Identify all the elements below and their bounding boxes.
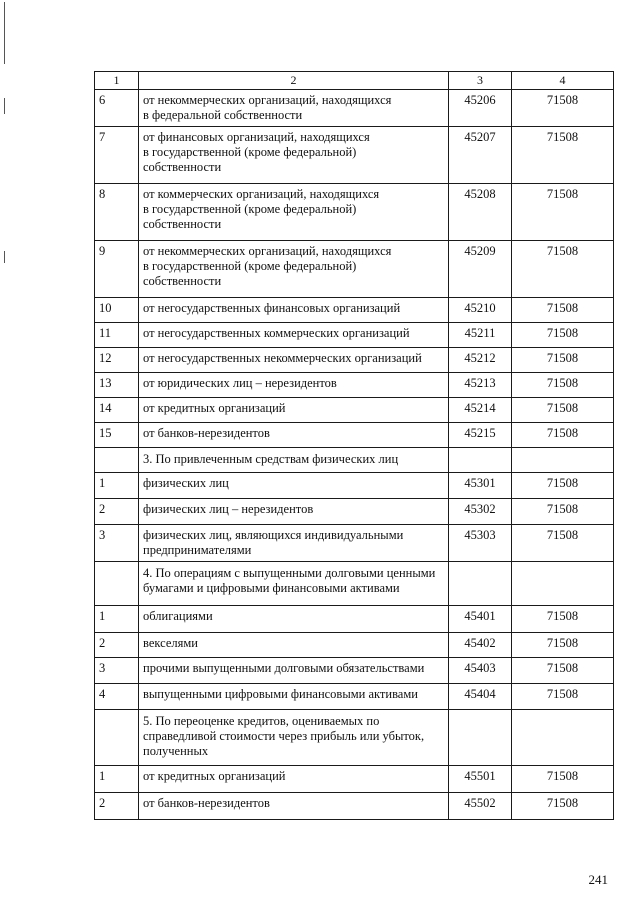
table-row — [95, 766, 614, 793]
row-number: 15 — [95, 423, 139, 448]
row-name: от финансовых организаций, находящихся в государственной (кроме федеральной) собственности — [139, 127, 449, 184]
table-row — [95, 241, 614, 298]
row-number: 12 — [95, 348, 139, 373]
row-number: 3 — [95, 525, 139, 562]
row-name: от кредитных организаций — [139, 398, 449, 423]
row-name: физических лиц — [139, 473, 449, 499]
row-code — [449, 562, 512, 606]
row-code: 45207 — [449, 127, 512, 184]
row-code: 45209 — [449, 241, 512, 298]
row-number: 2 — [95, 499, 139, 525]
row-code — [449, 448, 512, 473]
row-name: физических лиц, являющихся индивидуальными предпринимателями — [139, 525, 449, 562]
row-account: 71508 — [512, 373, 614, 398]
table-row — [95, 184, 614, 241]
row-name: от некоммерческих организаций, находящихся в федеральной собственности — [139, 90, 449, 127]
row-name: облигациями — [139, 606, 449, 633]
table-row — [95, 473, 614, 499]
row-account: 71508 — [512, 184, 614, 241]
row-code: 45211 — [449, 323, 512, 348]
table-row — [95, 298, 614, 323]
row-account: 71508 — [512, 525, 614, 562]
row-account: 71508 — [512, 658, 614, 684]
row-account — [512, 448, 614, 473]
scan-mark — [4, 2, 5, 64]
row-number: 1 — [95, 766, 139, 793]
row-account: 71508 — [512, 606, 614, 633]
scan-mark — [4, 251, 5, 263]
row-code: 45208 — [449, 184, 512, 241]
row-code: 45303 — [449, 525, 512, 562]
row-code: 45206 — [449, 90, 512, 127]
column-header-4: 4 — [512, 72, 614, 90]
table-row — [95, 606, 614, 633]
row-name: от негосударственных финансовых организаций — [139, 298, 449, 323]
table-row — [95, 633, 614, 658]
row-number: 7 — [95, 127, 139, 184]
table-row — [95, 373, 614, 398]
section-heading-row — [95, 448, 614, 473]
row-number: 8 — [95, 184, 139, 241]
row-name: от банков-нерезидентов — [139, 423, 449, 448]
table-row — [95, 90, 614, 127]
row-code: 45502 — [449, 793, 512, 820]
row-number: 6 — [95, 90, 139, 127]
table-row — [95, 658, 614, 684]
row-account: 71508 — [512, 241, 614, 298]
row-code: 45401 — [449, 606, 512, 633]
row-account: 71508 — [512, 348, 614, 373]
row-account: 71508 — [512, 499, 614, 525]
row-name: выпущенными цифровыми финансовыми активами — [139, 684, 449, 710]
row-account: 71508 — [512, 298, 614, 323]
scan-mark — [4, 98, 5, 114]
page-number: 241 — [588, 872, 608, 887]
row-name: от юридических лиц – нерезидентов — [139, 373, 449, 398]
row-code: 45212 — [449, 348, 512, 373]
row-code: 45402 — [449, 633, 512, 658]
column-header-3: 3 — [449, 72, 512, 90]
table-row — [95, 423, 614, 448]
row-code: 45215 — [449, 423, 512, 448]
row-account — [512, 562, 614, 606]
row-account: 71508 — [512, 398, 614, 423]
row-number — [95, 448, 139, 473]
row-code: 45404 — [449, 684, 512, 710]
row-number: 1 — [95, 606, 139, 633]
row-account: 71508 — [512, 684, 614, 710]
row-account: 71508 — [512, 90, 614, 127]
table-row — [95, 398, 614, 423]
row-number: 11 — [95, 323, 139, 348]
row-account: 71508 — [512, 793, 614, 820]
column-header-1: 1 — [95, 72, 139, 90]
row-account: 71508 — [512, 473, 614, 499]
table-row — [95, 525, 614, 562]
table-row — [95, 348, 614, 373]
table-row — [95, 323, 614, 348]
table-row — [95, 499, 614, 525]
row-code: 45403 — [449, 658, 512, 684]
row-code: 45213 — [449, 373, 512, 398]
row-number: 4 — [95, 684, 139, 710]
row-name: от некоммерческих организаций, находящихся в государственной (кроме федеральной) собственности — [139, 241, 449, 298]
section-heading-row — [95, 710, 614, 766]
row-name: от негосударственных некоммерческих организаций — [139, 348, 449, 373]
table-header-row — [95, 72, 614, 90]
row-code: 45214 — [449, 398, 512, 423]
row-number: 2 — [95, 793, 139, 820]
table-body — [95, 90, 614, 820]
row-name: от банков-нерезидентов — [139, 793, 449, 820]
row-number — [95, 562, 139, 606]
row-name: 5. По переоценке кредитов, оцениваемых по справедливой стоимости через прибыль или убыток, полученных — [139, 710, 449, 766]
column-header-2: 2 — [139, 72, 449, 90]
row-code: 45302 — [449, 499, 512, 525]
row-number: 13 — [95, 373, 139, 398]
row-number: 9 — [95, 241, 139, 298]
row-code: 45301 — [449, 473, 512, 499]
row-name: прочими выпущенными долговыми обязательствами — [139, 658, 449, 684]
row-account: 71508 — [512, 423, 614, 448]
row-account — [512, 710, 614, 766]
row-name: 3. По привлеченным средствам физических лиц — [139, 448, 449, 473]
table-row — [95, 793, 614, 820]
row-number: 3 — [95, 658, 139, 684]
row-code — [449, 710, 512, 766]
row-number: 2 — [95, 633, 139, 658]
row-name: 4. По операциям с выпущенными долговыми ценными бумагами и цифровыми финансовыми активами — [139, 562, 449, 606]
row-code: 45210 — [449, 298, 512, 323]
row-name: векселями — [139, 633, 449, 658]
row-name: физических лиц – нерезидентов — [139, 499, 449, 525]
row-name: от коммерческих организаций, находящихся в государственной (кроме федеральной) собственности — [139, 184, 449, 241]
row-code: 45501 — [449, 766, 512, 793]
table-row — [95, 684, 614, 710]
row-number: 14 — [95, 398, 139, 423]
row-account: 71508 — [512, 633, 614, 658]
row-account: 71508 — [512, 766, 614, 793]
accounts-table — [94, 71, 614, 820]
row-account: 71508 — [512, 323, 614, 348]
row-name: от кредитных организаций — [139, 766, 449, 793]
row-number — [95, 710, 139, 766]
row-name: от негосударственных коммерческих организаций — [139, 323, 449, 348]
section-heading-row — [95, 562, 614, 606]
row-account: 71508 — [512, 127, 614, 184]
row-number: 1 — [95, 473, 139, 499]
row-number: 10 — [95, 298, 139, 323]
table-row — [95, 127, 614, 184]
